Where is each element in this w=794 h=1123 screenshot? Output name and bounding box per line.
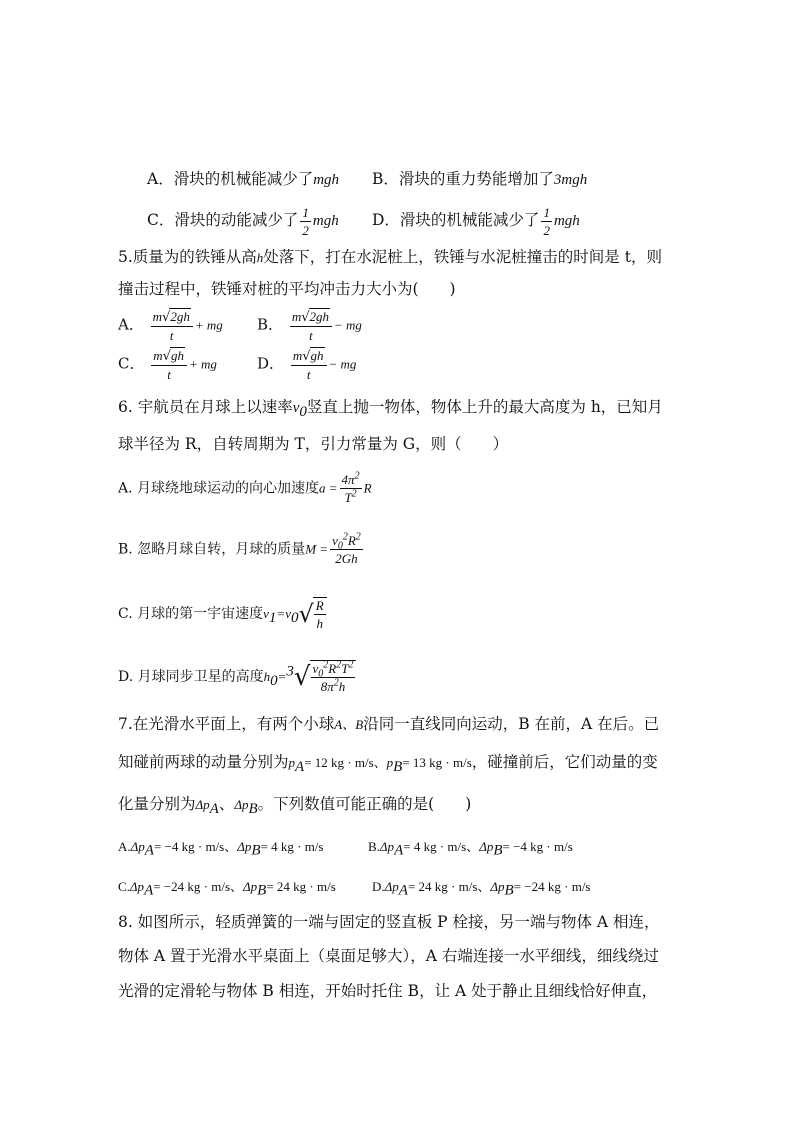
sqrt-icon: √	[301, 310, 310, 325]
q7-option-d[interactable]	[372, 876, 591, 899]
q5-line2	[118, 278, 456, 300]
lhs: a =	[319, 480, 338, 496]
var-t: t	[169, 328, 174, 343]
sub: B	[248, 801, 258, 818]
value: = −4 kg · m/s	[502, 839, 573, 854]
value: = −24 kg · m/s、	[153, 879, 244, 894]
equals: =	[277, 669, 287, 684]
var-h: h	[338, 679, 346, 694]
delta-p: Δp	[379, 839, 395, 854]
q7-text: 7.在光滑水平面上，有两个小球	[118, 715, 335, 733]
var-p: p	[288, 755, 296, 770]
var-v: v	[263, 606, 269, 621]
q6-text-post: 竖直上抛一物体，物体上升的最大高度为 h，已知月	[306, 398, 663, 416]
value: = −24 kg · m/s	[513, 879, 591, 894]
var-p: p	[386, 755, 394, 770]
q4-option-a-expr: mgh	[313, 172, 340, 188]
frac-num: 1	[302, 204, 309, 220]
delta-p: Δp	[490, 879, 505, 894]
delta-p: Δp	[243, 879, 258, 894]
q4-options-row1b	[372, 168, 587, 191]
sqrt-icon: √	[162, 310, 171, 325]
q7-text3: 化量分别为	[118, 795, 196, 813]
q5-d-frac	[291, 347, 327, 382]
radicand: 2gh	[309, 309, 329, 324]
radicand: gh	[170, 348, 184, 363]
term: + mg	[194, 317, 223, 333]
lhs: M =	[305, 541, 329, 557]
var-m: m	[152, 309, 163, 324]
q4-option-c[interactable]: C．滑块的动能减少了	[147, 211, 299, 229]
var-v: v	[312, 661, 319, 676]
var-R: R	[363, 480, 372, 496]
option-text: A. 月球绕地球运动的向心加速度	[118, 480, 320, 497]
q8-line2	[118, 945, 659, 967]
q8-line3	[118, 980, 657, 1002]
q8-line1	[118, 911, 660, 933]
frac-num: 1	[543, 204, 550, 220]
frac-den: 2	[302, 222, 309, 238]
var-R: R	[328, 661, 337, 676]
q7-line1	[118, 713, 659, 736]
q4-options-row2	[147, 203, 339, 238]
q8-text2: 物体 A 置于光滑水平桌面上（桌面足够大），A 右端连接一水平细线，细线绕过	[118, 947, 659, 965]
value: = 4 kg · m/s	[260, 839, 324, 854]
pA-value: = 12 kg · m/s、	[304, 755, 387, 770]
option-label: C.	[118, 879, 130, 894]
frac-num: R	[315, 598, 324, 613]
option-text: D. 月球同步卫星的高度	[118, 669, 264, 685]
var-R: R	[347, 533, 356, 548]
value: = 4 kg · m/s、	[403, 839, 480, 854]
q6-option-b[interactable]	[118, 533, 365, 566]
q5-option-b[interactable]	[257, 308, 362, 343]
q6-option-c[interactable]	[118, 597, 329, 631]
q5-a-frac	[151, 308, 193, 343]
var-AB: A、B	[334, 717, 364, 732]
value: = 24 kg · m/s、	[407, 879, 491, 894]
q5-b-frac	[290, 308, 332, 343]
frac-den: 2Gh	[335, 551, 358, 566]
var-t: t	[167, 367, 171, 382]
sub: A	[144, 842, 154, 859]
q5-option-c[interactable]	[118, 347, 217, 382]
option-label: C．	[118, 354, 145, 373]
sub: A	[394, 842, 404, 859]
q6-a-frac: $\frac{4\pi^2}{T^2}$	[341, 470, 360, 505]
q6-line1	[118, 396, 663, 419]
var-v: v	[292, 400, 300, 416]
term: + mg	[188, 356, 217, 372]
q7-line2	[118, 751, 658, 774]
delta-p: Δp	[384, 879, 399, 894]
radicand: 2gh	[170, 309, 190, 324]
q5-text-post: 处落下，打在水泥桩上，铁锤与水泥桩撞击的时间是 t，则	[263, 248, 662, 266]
separator: 、	[218, 795, 235, 813]
q6-option-d[interactable]	[118, 660, 358, 694]
sub: A	[209, 801, 219, 818]
q4-options-row2b	[372, 203, 580, 238]
q6-text2: 球半径为 R，自转周期为 T，引力常量为 G，则（ ）	[118, 435, 509, 453]
sub: 0	[290, 609, 299, 626]
q6-b-frac: $\frac{v_0^2R^2}{2Gh}$	[332, 531, 361, 566]
sub: A	[398, 882, 408, 899]
q7-text3-post: 。下列数值可能正确的是( )	[257, 795, 472, 813]
sub: 1	[268, 609, 277, 626]
q4-option-c-mgh: mgh	[312, 213, 339, 229]
q5-h: h	[256, 250, 264, 265]
q7-option-c[interactable]	[118, 876, 336, 899]
q5-text2: 撞击过程中，铁锤对桩的平均冲击力大小为( )	[118, 280, 456, 298]
q6-option-a[interactable]	[118, 472, 372, 505]
q5-option-d[interactable]	[257, 347, 356, 382]
q4-option-c-frac	[300, 205, 311, 238]
radicand: gh	[310, 348, 324, 363]
sub: 0	[299, 404, 307, 421]
var-m: m	[291, 309, 302, 324]
q4-option-a[interactable]: A．滑块的机械能减少了	[147, 170, 314, 188]
q5-c-frac	[151, 347, 187, 382]
option-label: D.	[372, 879, 385, 894]
q6-d-frac: $\frac{v_0^2R^2T^2}{8\pi^2h}$	[310, 660, 357, 694]
q4-option-b[interactable]: B．滑块的重力势能增加了	[372, 170, 554, 188]
q7-option-b[interactable]	[368, 836, 573, 859]
sub: B	[493, 842, 503, 859]
var-v: v	[332, 533, 338, 548]
frac-den: h	[316, 616, 323, 631]
var-h: h	[263, 669, 271, 684]
var-m: m	[153, 348, 163, 363]
q4-option-b-expr: 3mgh	[553, 172, 588, 188]
delta-p: Δp	[234, 797, 249, 812]
option-label: B．	[257, 315, 284, 334]
var-m: m	[292, 348, 303, 363]
delta-p: Δp	[195, 797, 210, 812]
var-t: t	[309, 328, 313, 343]
delta-p: Δp	[479, 839, 494, 854]
q7-option-a[interactable]	[118, 836, 324, 859]
value: = −4 kg · m/s、	[153, 839, 238, 854]
q4-options-row1	[147, 168, 339, 191]
option-label: A．	[118, 315, 144, 334]
delta-p: Δp	[129, 879, 145, 894]
pB-value: = 13 kg · m/s	[402, 755, 472, 770]
option-label: A.	[118, 839, 131, 854]
q5-option-a[interactable]	[118, 308, 223, 343]
option-label: D．	[257, 354, 285, 373]
cube-root-icon: √	[293, 662, 311, 692]
option-label: B.	[368, 839, 380, 854]
option-text: C. 月球的第一宇宙速度	[118, 606, 264, 622]
q4-option-d[interactable]: D．滑块的机械能减少了	[372, 211, 540, 229]
equals: =	[276, 606, 286, 621]
var-v: v	[285, 606, 291, 621]
q8-text1: 8. 如图所示，轻质弹簧的一端与固定的竖直板 P 栓接，另一端与物体 A 相连，	[118, 913, 660, 931]
frac-den: 8π	[320, 679, 334, 694]
var-t: t	[306, 367, 311, 382]
delta-p: Δp	[237, 839, 252, 854]
sub: A	[295, 759, 305, 776]
q4-option-d-frac	[541, 205, 552, 238]
q5-text: 5.质量为的铁锤从高	[118, 248, 257, 266]
delta-p: Δp	[130, 839, 145, 854]
q4-option-d-mgh: mgh	[553, 213, 580, 229]
q7-text2-post: ，碰撞前后，它们动量的变	[471, 753, 658, 771]
q7-text-post: 沿同一直线同向运动，B 在前，A 在后。已	[363, 715, 660, 733]
q5-line1	[118, 246, 662, 269]
sqrt-icon: √	[162, 349, 171, 364]
sub: B	[393, 759, 403, 776]
sub: A	[144, 882, 154, 899]
term: − mg	[328, 356, 357, 372]
sqrt-icon: √	[302, 349, 311, 364]
q7-text2: 知碰前两球的动量分别为	[118, 753, 289, 771]
frac-den: T	[344, 490, 352, 505]
root-index: 3	[286, 663, 294, 680]
frac-den: 2	[543, 222, 550, 238]
q7-line3	[118, 793, 471, 816]
q6-c-frac	[313, 597, 327, 631]
frac-num: 4π	[341, 472, 355, 487]
sub: B	[504, 882, 514, 899]
q6-line2	[118, 433, 508, 455]
value: = 24 kg · m/s	[266, 879, 336, 894]
term: − mg	[334, 317, 362, 333]
sub: B	[257, 882, 267, 899]
sub: 0	[270, 672, 278, 689]
sub: B	[251, 842, 261, 859]
q8-text3: 光滑的定滑轮与物体 B 相连，开始时托住 B，让 A 处于静止且细线恰好伸直，	[118, 982, 658, 1000]
sqrt-icon: √	[298, 600, 314, 628]
q6-text: 6. 宇航员在月球上以速率	[118, 398, 293, 416]
option-text: B. 忽略月球自转，月球的质量	[118, 541, 306, 558]
